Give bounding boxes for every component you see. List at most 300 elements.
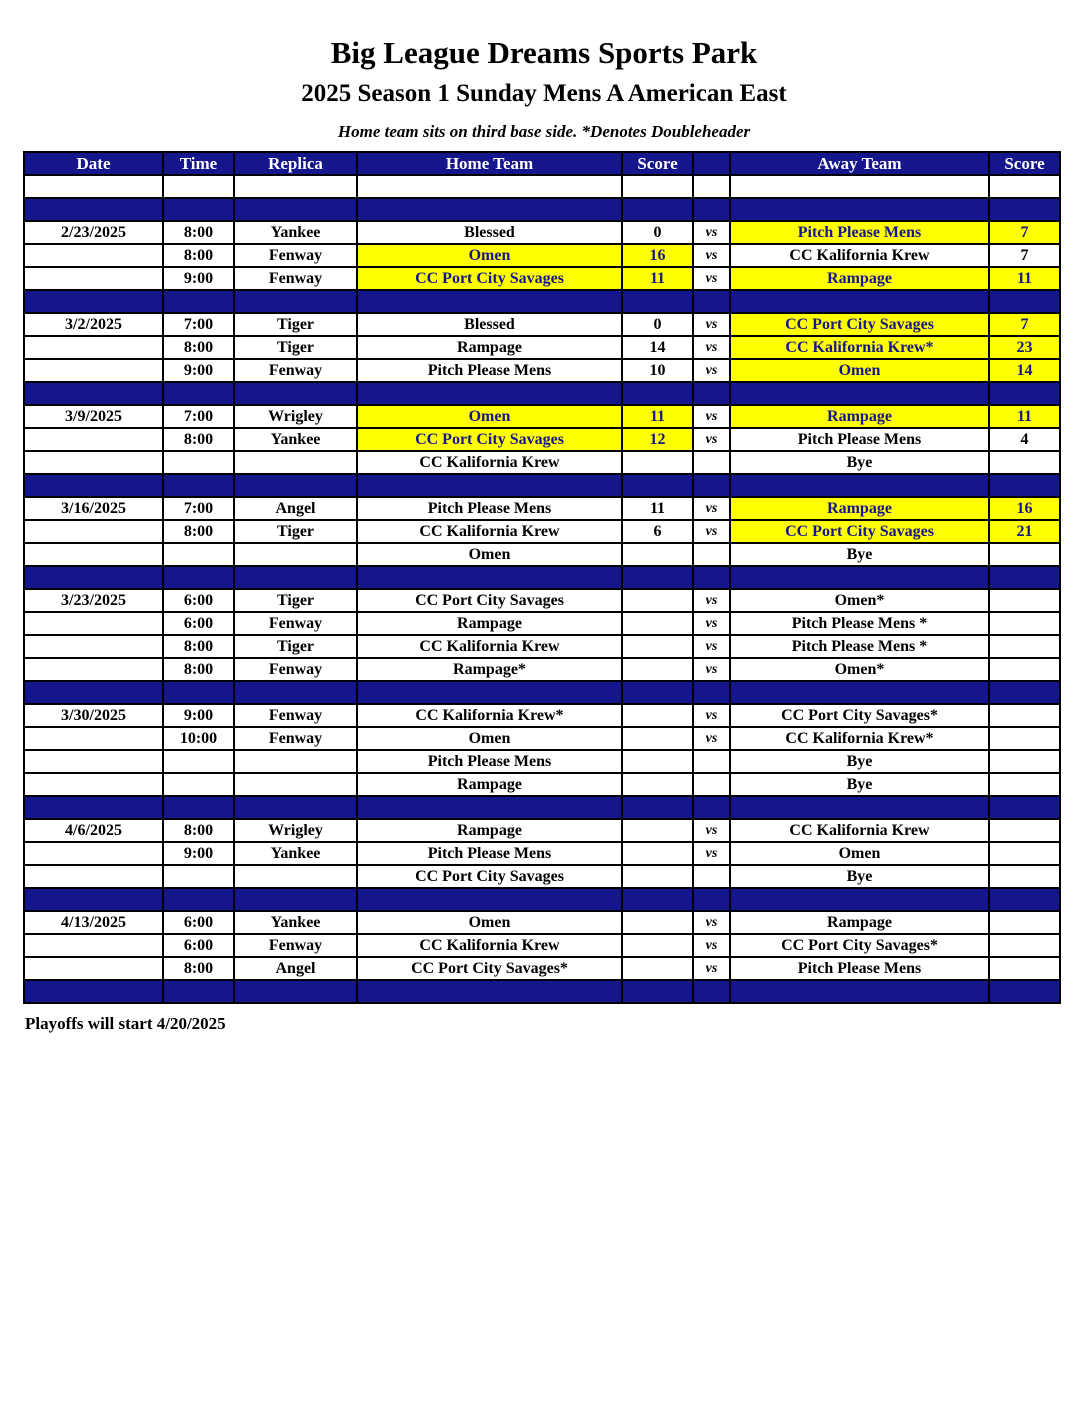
home-team-cell: CC Port City Savages* (357, 957, 622, 980)
blank-cell (234, 175, 357, 198)
date-cell (24, 957, 163, 980)
separator-cell (357, 796, 622, 819)
blank-cell (163, 175, 234, 198)
away-score-cell (989, 842, 1060, 865)
separator-cell (989, 796, 1060, 819)
home-score-cell (622, 451, 693, 474)
blank-cell (622, 175, 693, 198)
away-score-cell: 11 (989, 405, 1060, 428)
home-team-cell: Blessed (357, 221, 622, 244)
away-team-cell: Rampage (730, 497, 989, 520)
away-team-cell: CC Port City Savages (730, 313, 989, 336)
date-cell: 2/23/2025 (24, 221, 163, 244)
separator-cell (989, 681, 1060, 704)
replica-cell: Fenway (234, 658, 357, 681)
date-cell (24, 865, 163, 888)
away-score-cell (989, 635, 1060, 658)
separator-cell (730, 980, 989, 1003)
replica-cell: Angel (234, 497, 357, 520)
separator-cell (24, 796, 163, 819)
game-row (24, 635, 1060, 658)
time-cell: 7:00 (163, 405, 234, 428)
replica-cell: Fenway (234, 267, 357, 290)
time-cell: 9:00 (163, 267, 234, 290)
home-team-cell: CC Kalifornia Krew* (357, 704, 622, 727)
separator-cell (163, 382, 234, 405)
date-cell (24, 658, 163, 681)
separator-cell (693, 681, 730, 704)
game-row (24, 911, 1060, 934)
away-score-cell (989, 727, 1060, 750)
separator-cell (163, 474, 234, 497)
time-cell: 6:00 (163, 612, 234, 635)
separator-cell (24, 382, 163, 405)
home-team-cell: CC Port City Savages (357, 267, 622, 290)
date-cell (24, 635, 163, 658)
time-cell (163, 451, 234, 474)
game-row (24, 221, 1060, 244)
separator-cell (730, 382, 989, 405)
separator-cell (989, 980, 1060, 1003)
time-cell: 9:00 (163, 704, 234, 727)
schedule-table (23, 151, 1061, 1004)
game-row (24, 658, 1060, 681)
vs-cell: vs (693, 428, 730, 451)
separator-cell (163, 888, 234, 911)
separator-cell (163, 198, 234, 221)
away-score-cell (989, 750, 1060, 773)
page-subtitle: 2025 Season 1 Sunday Mens A American East (301, 80, 787, 107)
separator-cell (357, 382, 622, 405)
game-row (24, 428, 1060, 451)
separator-cell (730, 796, 989, 819)
home-score-cell (622, 750, 693, 773)
separator-cell (693, 198, 730, 221)
home-score-cell (622, 727, 693, 750)
home-team-cell: CC Kalifornia Krew (357, 934, 622, 957)
separator-cell (989, 474, 1060, 497)
home-team-cell: Rampage (357, 612, 622, 635)
game-row (24, 336, 1060, 359)
separator-cell (24, 290, 163, 313)
away-score-cell: 23 (989, 336, 1060, 359)
blank-cell (730, 175, 989, 198)
away-team-cell: Bye (730, 750, 989, 773)
away-team-cell: Bye (730, 773, 989, 796)
away-team-cell: Pitch Please Mens (730, 221, 989, 244)
away-score-cell (989, 589, 1060, 612)
navy-row (24, 382, 1060, 405)
away-team-cell: CC Kalifornia Krew* (730, 727, 989, 750)
replica-cell: Fenway (234, 934, 357, 957)
separator-cell (622, 888, 693, 911)
away-team-cell: Rampage (730, 267, 989, 290)
date-cell (24, 727, 163, 750)
time-cell: 10:00 (163, 727, 234, 750)
separator-cell (693, 566, 730, 589)
separator-cell (989, 566, 1060, 589)
separator-cell (989, 198, 1060, 221)
time-cell: 8:00 (163, 244, 234, 267)
separator-cell (730, 290, 989, 313)
separator-cell (357, 566, 622, 589)
replica-cell (234, 451, 357, 474)
navy-row (24, 198, 1060, 221)
date-cell (24, 750, 163, 773)
home-score-cell: 16 (622, 244, 693, 267)
playoffs-note: Playoffs will start 4/20/2025 (25, 1014, 226, 1033)
home-score-cell (622, 773, 693, 796)
vs-cell: vs (693, 359, 730, 382)
replica-cell (234, 773, 357, 796)
home-team-cell: Pitch Please Mens (357, 842, 622, 865)
separator-cell (693, 980, 730, 1003)
home-score-cell (622, 704, 693, 727)
replica-cell: Fenway (234, 704, 357, 727)
game-row (24, 865, 1060, 888)
home-team-cell: Rampage (357, 819, 622, 842)
away-team-cell: CC Port City Savages (730, 520, 989, 543)
vs-cell: vs (693, 405, 730, 428)
time-cell: 8:00 (163, 221, 234, 244)
replica-cell: Yankee (234, 221, 357, 244)
replica-cell: Tiger (234, 520, 357, 543)
vs-cell: vs (693, 635, 730, 658)
home-score-cell (622, 957, 693, 980)
home-team-cell: Rampage (357, 336, 622, 359)
home-score-cell (622, 612, 693, 635)
time-cell: 8:00 (163, 819, 234, 842)
game-row (24, 934, 1060, 957)
replica-cell: Angel (234, 957, 357, 980)
away-score-cell (989, 773, 1060, 796)
away-team-cell: CC Kalifornia Krew (730, 819, 989, 842)
away-team-cell: Rampage (730, 405, 989, 428)
separator-cell (163, 566, 234, 589)
date-cell (24, 842, 163, 865)
separator-cell (357, 681, 622, 704)
date-cell (24, 336, 163, 359)
date-cell (24, 428, 163, 451)
away-score-cell: 11 (989, 267, 1060, 290)
time-cell: 8:00 (163, 957, 234, 980)
away-score-cell (989, 612, 1060, 635)
vs-cell: vs (693, 589, 730, 612)
away-score-cell: 16 (989, 497, 1060, 520)
separator-cell (234, 290, 357, 313)
separator-cell (163, 980, 234, 1003)
separator-cell (693, 796, 730, 819)
blank-cell (989, 175, 1060, 198)
time-cell: 9:00 (163, 359, 234, 382)
separator-cell (730, 566, 989, 589)
replica-cell: Fenway (234, 612, 357, 635)
vs-cell: vs (693, 819, 730, 842)
home-team-cell: CC Port City Savages (357, 428, 622, 451)
col-header-home-score: Score (622, 152, 693, 175)
time-cell (163, 543, 234, 566)
vs-cell (693, 750, 730, 773)
vs-cell: vs (693, 244, 730, 267)
game-row (24, 520, 1060, 543)
vs-cell (693, 865, 730, 888)
separator-cell (693, 290, 730, 313)
away-team-cell: CC Kalifornia Krew (730, 244, 989, 267)
separator-cell (234, 796, 357, 819)
replica-cell: Fenway (234, 359, 357, 382)
date-cell (24, 267, 163, 290)
date-cell (24, 934, 163, 957)
date-cell (24, 520, 163, 543)
away-score-cell (989, 911, 1060, 934)
game-row (24, 497, 1060, 520)
game-row (24, 957, 1060, 980)
home-score-cell: 0 (622, 313, 693, 336)
game-row (24, 704, 1060, 727)
away-team-cell: Omen* (730, 589, 989, 612)
game-row (24, 405, 1060, 428)
separator-cell (730, 474, 989, 497)
replica-cell: Wrigley (234, 819, 357, 842)
vs-cell: vs (693, 911, 730, 934)
home-score-cell: 0 (622, 221, 693, 244)
page-title: Big League Dreams Sports Park (330, 35, 758, 70)
vs-cell: vs (693, 221, 730, 244)
vs-cell: vs (693, 267, 730, 290)
vs-cell: vs (693, 658, 730, 681)
separator-cell (622, 290, 693, 313)
replica-cell: Yankee (234, 911, 357, 934)
home-score-cell (622, 658, 693, 681)
col-header-vs-spacer (693, 152, 730, 175)
home-score-cell: 6 (622, 520, 693, 543)
away-score-cell (989, 957, 1060, 980)
navy-row (24, 566, 1060, 589)
home-team-cell: CC Kalifornia Krew (357, 635, 622, 658)
replica-cell: Tiger (234, 635, 357, 658)
col-header-replica: Replica (234, 152, 357, 175)
game-row (24, 773, 1060, 796)
home-team-cell: CC Kalifornia Krew (357, 451, 622, 474)
navy-row (24, 474, 1060, 497)
separator-cell (163, 290, 234, 313)
date-cell: 3/16/2025 (24, 497, 163, 520)
separator-cell (234, 198, 357, 221)
home-team-cell: Pitch Please Mens (357, 750, 622, 773)
col-header-away-team: Away Team (730, 152, 989, 175)
home-score-cell: 11 (622, 497, 693, 520)
replica-cell: Tiger (234, 336, 357, 359)
home-score-cell (622, 911, 693, 934)
blank-cell (357, 175, 622, 198)
away-score-cell (989, 451, 1060, 474)
home-team-cell: CC Port City Savages (357, 865, 622, 888)
home-team-cell: Omen (357, 244, 622, 267)
time-cell: 7:00 (163, 497, 234, 520)
replica-cell: Yankee (234, 428, 357, 451)
away-team-cell: Pitch Please Mens (730, 428, 989, 451)
away-score-cell (989, 934, 1060, 957)
date-cell (24, 451, 163, 474)
col-header-date: Date (24, 152, 163, 175)
home-score-cell: 14 (622, 336, 693, 359)
replica-cell: Tiger (234, 589, 357, 612)
home-team-cell: Omen (357, 405, 622, 428)
time-cell: 8:00 (163, 428, 234, 451)
schedule-table-body (24, 175, 1060, 1003)
home-team-cell: Blessed (357, 313, 622, 336)
home-team-cell: Rampage (357, 773, 622, 796)
away-team-cell: Bye (730, 451, 989, 474)
home-score-cell: 11 (622, 405, 693, 428)
separator-cell (24, 681, 163, 704)
away-team-cell: Omen (730, 842, 989, 865)
separator-cell (234, 980, 357, 1003)
away-score-cell (989, 704, 1060, 727)
date-cell (24, 244, 163, 267)
game-row (24, 313, 1060, 336)
separator-cell (622, 382, 693, 405)
blank-row (24, 175, 1060, 198)
separator-cell (357, 198, 622, 221)
separator-cell (163, 796, 234, 819)
navy-row (24, 681, 1060, 704)
replica-cell (234, 543, 357, 566)
vs-cell: vs (693, 842, 730, 865)
home-team-cell: Pitch Please Mens (357, 359, 622, 382)
vs-cell: vs (693, 727, 730, 750)
away-team-cell: Pitch Please Mens * (730, 612, 989, 635)
separator-cell (989, 382, 1060, 405)
separator-cell (622, 474, 693, 497)
home-score-cell (622, 819, 693, 842)
separator-cell (693, 382, 730, 405)
replica-cell: Yankee (234, 842, 357, 865)
away-team-cell: CC Port City Savages* (730, 704, 989, 727)
away-team-cell: Omen (730, 359, 989, 382)
home-score-cell: 12 (622, 428, 693, 451)
date-cell: 3/9/2025 (24, 405, 163, 428)
separator-cell (234, 382, 357, 405)
away-team-cell: Pitch Please Mens * (730, 635, 989, 658)
home-score-cell: 10 (622, 359, 693, 382)
replica-cell (234, 750, 357, 773)
home-score-cell (622, 589, 693, 612)
separator-cell (234, 888, 357, 911)
separator-cell (357, 980, 622, 1003)
home-score-cell (622, 842, 693, 865)
date-cell: 3/2/2025 (24, 313, 163, 336)
replica-cell: Fenway (234, 244, 357, 267)
navy-row (24, 980, 1060, 1003)
separator-cell (622, 980, 693, 1003)
navy-row (24, 796, 1060, 819)
home-team-cell: Omen (357, 727, 622, 750)
date-cell: 3/23/2025 (24, 589, 163, 612)
separator-cell (693, 888, 730, 911)
game-row (24, 244, 1060, 267)
vs-cell: vs (693, 520, 730, 543)
home-team-cell: CC Port City Savages (357, 589, 622, 612)
time-cell: 8:00 (163, 520, 234, 543)
home-team-note: Home team sits on third base side. *Denotes Doubleheader (337, 122, 751, 141)
away-team-cell: Omen* (730, 658, 989, 681)
away-team-cell: Pitch Please Mens (730, 957, 989, 980)
away-score-cell: 21 (989, 520, 1060, 543)
vs-cell: vs (693, 497, 730, 520)
separator-cell (234, 474, 357, 497)
header-row (24, 152, 1060, 175)
replica-cell: Fenway (234, 727, 357, 750)
away-score-cell (989, 543, 1060, 566)
time-cell (163, 773, 234, 796)
navy-row (24, 290, 1060, 313)
replica-cell: Wrigley (234, 405, 357, 428)
game-row (24, 750, 1060, 773)
date-cell (24, 359, 163, 382)
away-score-cell: 7 (989, 313, 1060, 336)
date-cell (24, 612, 163, 635)
time-cell: 7:00 (163, 313, 234, 336)
vs-cell: vs (693, 612, 730, 635)
game-row (24, 267, 1060, 290)
home-score-cell: 11 (622, 267, 693, 290)
time-cell: 8:00 (163, 336, 234, 359)
date-cell: 3/30/2025 (24, 704, 163, 727)
separator-cell (730, 198, 989, 221)
away-score-cell: 14 (989, 359, 1060, 382)
blank-cell (24, 175, 163, 198)
home-score-cell (622, 865, 693, 888)
vs-cell (693, 773, 730, 796)
home-team-cell: Omen (357, 911, 622, 934)
separator-cell (234, 681, 357, 704)
game-row (24, 543, 1060, 566)
vs-cell (693, 543, 730, 566)
home-team-cell: Pitch Please Mens (357, 497, 622, 520)
away-score-cell (989, 658, 1060, 681)
vs-cell: vs (693, 313, 730, 336)
game-row (24, 589, 1060, 612)
date-cell: 4/13/2025 (24, 911, 163, 934)
game-row (24, 451, 1060, 474)
time-cell: 6:00 (163, 911, 234, 934)
vs-cell: vs (693, 957, 730, 980)
separator-cell (163, 681, 234, 704)
away-score-cell: 7 (989, 221, 1060, 244)
separator-cell (24, 888, 163, 911)
separator-cell (622, 198, 693, 221)
time-cell: 8:00 (163, 658, 234, 681)
separator-cell (989, 290, 1060, 313)
away-score-cell: 4 (989, 428, 1060, 451)
home-score-cell (622, 543, 693, 566)
home-team-cell: CC Kalifornia Krew (357, 520, 622, 543)
time-cell: 9:00 (163, 842, 234, 865)
replica-cell (234, 865, 357, 888)
vs-cell: vs (693, 704, 730, 727)
separator-cell (622, 681, 693, 704)
col-header-away-score: Score (989, 152, 1060, 175)
away-team-cell: Bye (730, 865, 989, 888)
game-row (24, 842, 1060, 865)
home-team-cell: Rampage* (357, 658, 622, 681)
date-cell (24, 543, 163, 566)
home-score-cell (622, 635, 693, 658)
separator-cell (24, 980, 163, 1003)
game-row (24, 612, 1060, 635)
away-score-cell (989, 865, 1060, 888)
